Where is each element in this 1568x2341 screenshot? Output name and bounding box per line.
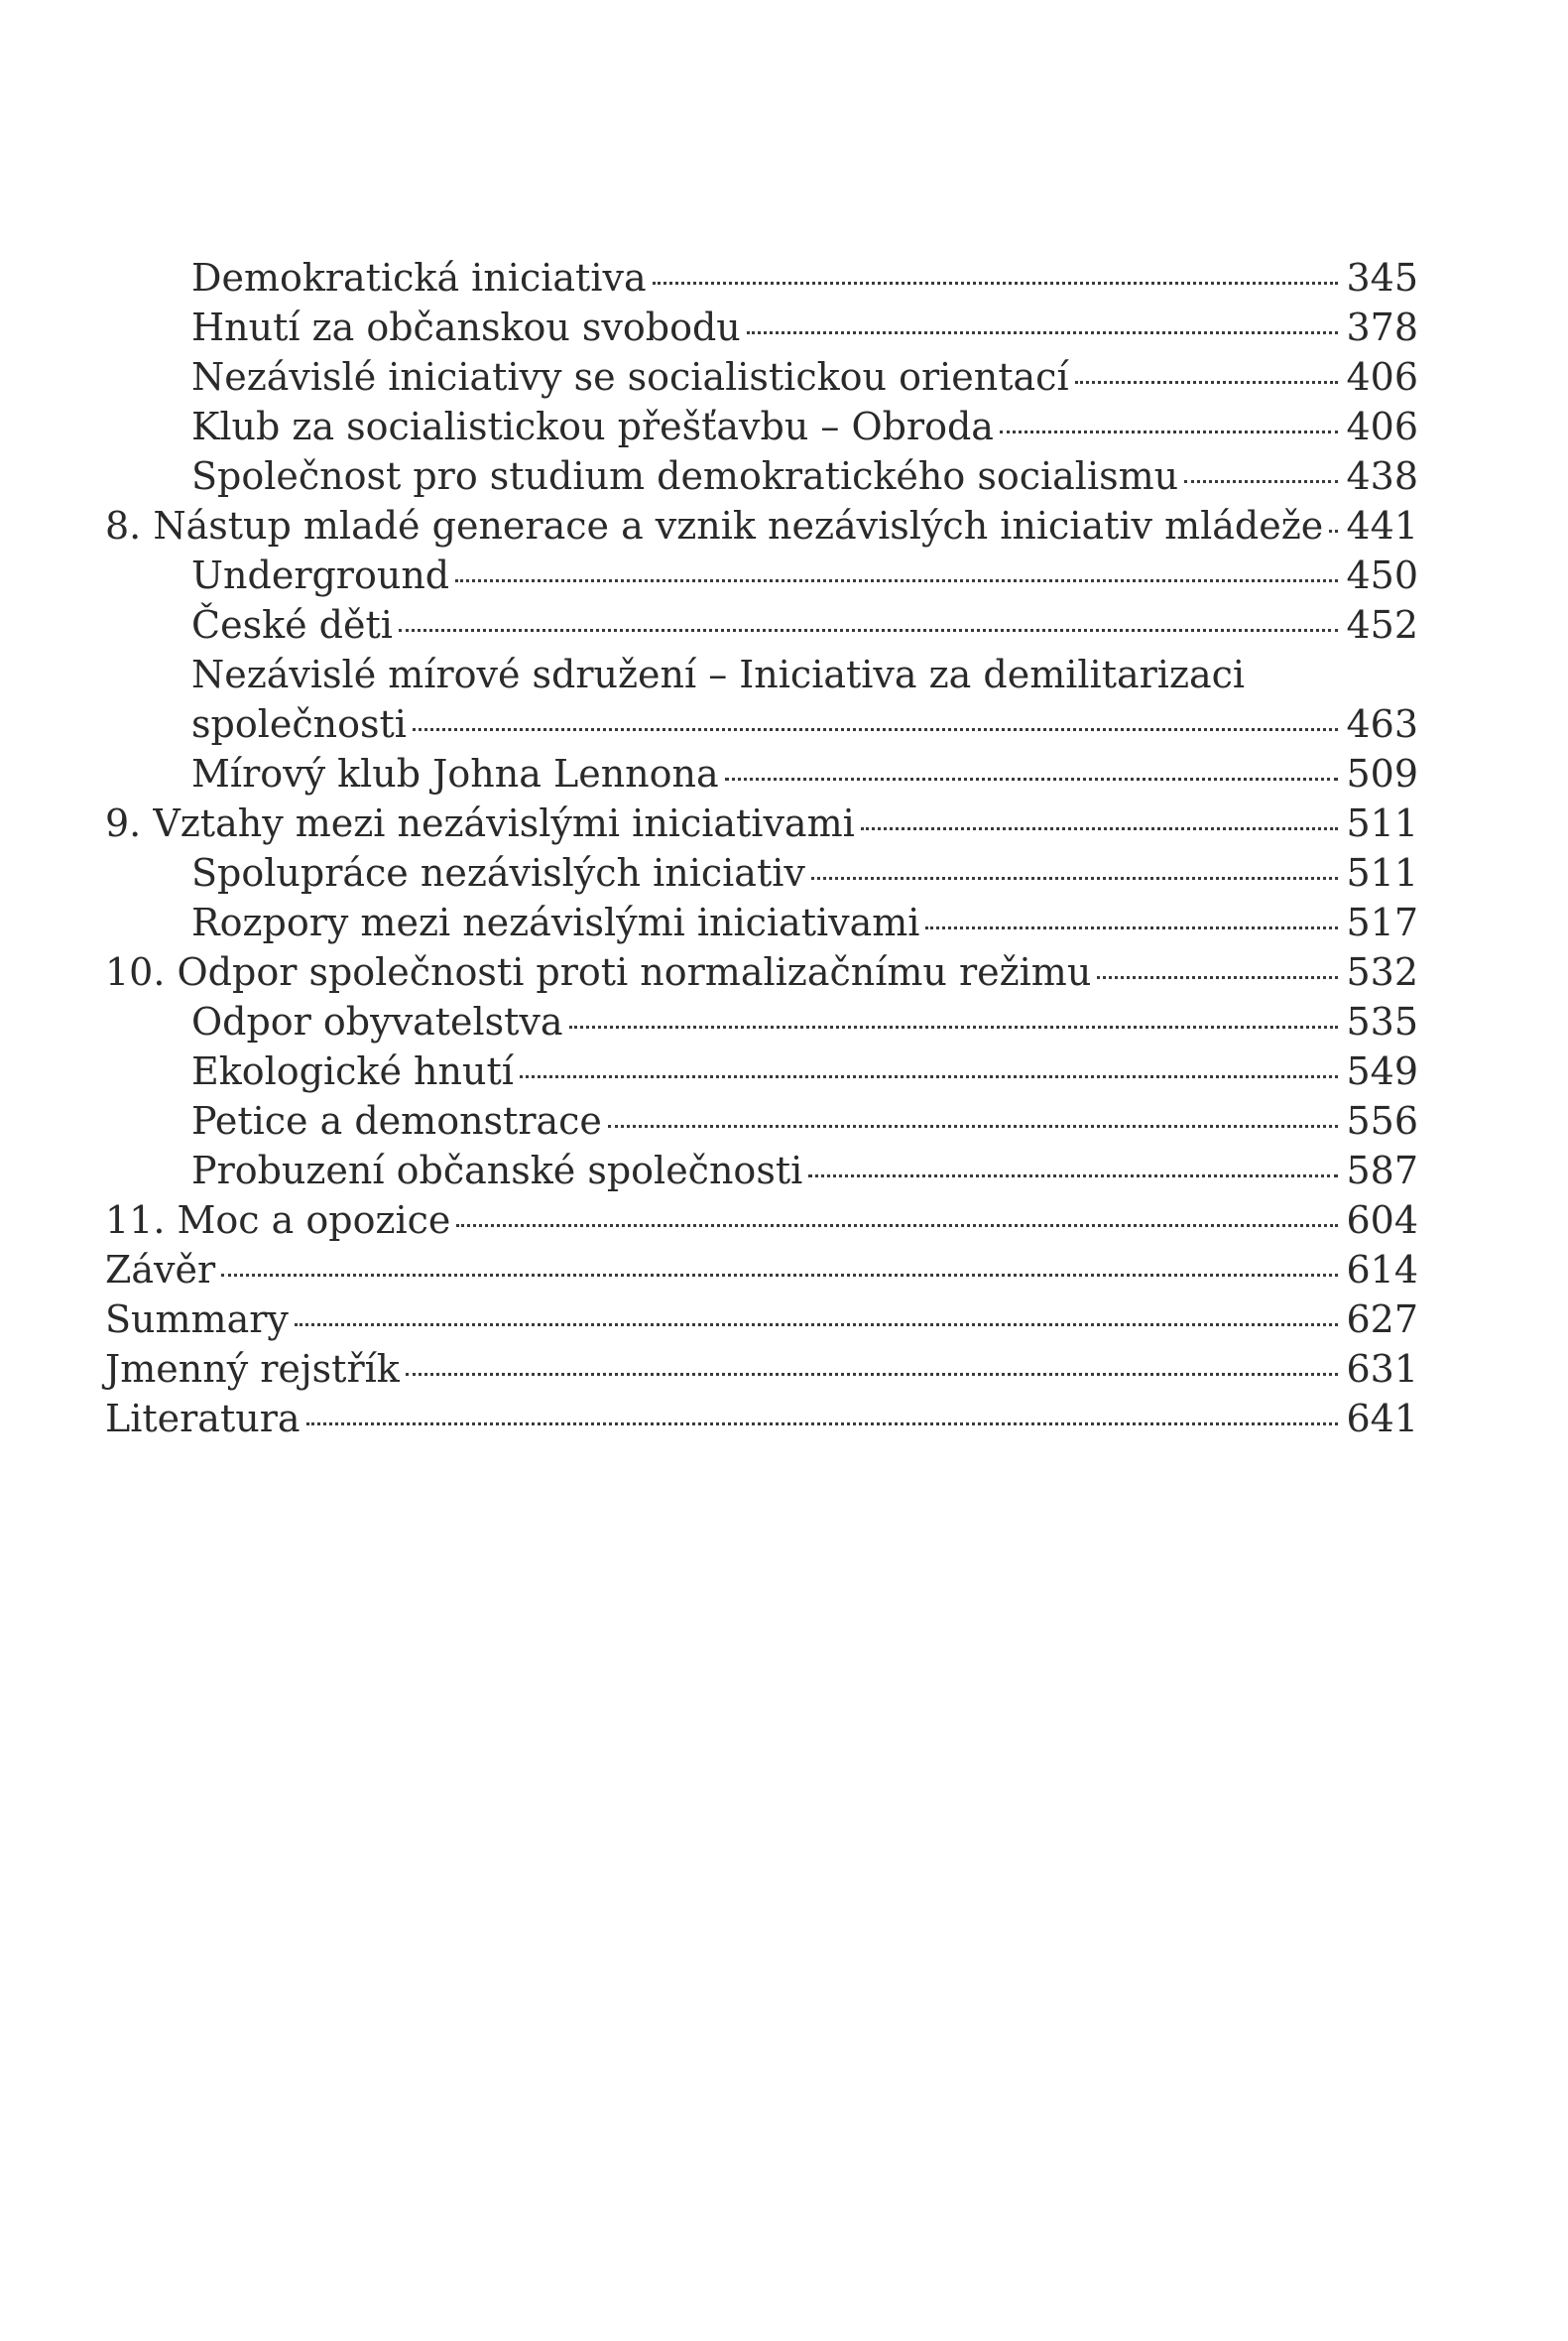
toc-entry-page: 641	[1346, 1397, 1418, 1440]
toc-entry-page: 532	[1346, 950, 1418, 994]
toc-entry	[191, 253, 1418, 303]
toc-chapter	[105, 1245, 1418, 1294]
toc-entry-title: Ekologické hnutí	[191, 1049, 514, 1093]
toc-entry	[191, 402, 1418, 451]
toc-entry-title: Hnutí za občanskou svobodu	[191, 306, 741, 349]
toc-entry	[191, 1146, 1418, 1195]
toc-entry-page: 511	[1346, 851, 1418, 895]
toc-entry-page: 452	[1346, 603, 1418, 647]
toc-entry	[191, 699, 1418, 749]
dot-leader	[1097, 975, 1338, 979]
toc-entry-title: 8. Nástup mladé generace a vznik nezávislých iniciativ mládeže	[105, 504, 1324, 548]
toc-entry	[191, 303, 1418, 352]
toc-entry-page: 614	[1346, 1248, 1418, 1292]
toc-entry-page: 438	[1346, 454, 1418, 498]
toc-chapter	[105, 1195, 1418, 1245]
toc-entry-page: 406	[1346, 405, 1418, 448]
toc-entry-title: Rozpory mezi nezávislými iniciativami	[191, 901, 920, 944]
dot-leader	[295, 1322, 1339, 1326]
dot-leader	[406, 1372, 1339, 1376]
toc-entry-title: Závěr	[105, 1248, 216, 1292]
toc-entry-title: Spolupráce nezávislých iniciativ	[191, 851, 805, 895]
toc-entry-title: Odpor obyvatelstva	[191, 1000, 563, 1044]
toc-entry-title: Nezávislé iniciativy se socialistickou orientací	[191, 355, 1069, 399]
dot-leader	[569, 1025, 1339, 1029]
toc-entry-page: 378	[1346, 306, 1418, 349]
toc-entry-page: 450	[1346, 554, 1418, 597]
toc-entry-page: 535	[1346, 1000, 1418, 1044]
dot-leader	[455, 578, 1338, 582]
toc-entry-page: 556	[1346, 1099, 1418, 1143]
toc-entry-page: 406	[1346, 355, 1418, 399]
dot-leader	[808, 1173, 1338, 1177]
toc-entry-page: 517	[1346, 901, 1418, 944]
dot-leader	[306, 1421, 1339, 1425]
toc-entry-title: Probuzení občanské společnosti	[191, 1149, 803, 1192]
toc-entry-page: 441	[1346, 504, 1418, 548]
toc-entry-page: 509	[1346, 752, 1418, 796]
toc-entry-page: 549	[1346, 1049, 1418, 1093]
toc-entry	[191, 997, 1418, 1047]
toc-chapter	[105, 1294, 1418, 1344]
dot-leader	[221, 1273, 1338, 1277]
toc-entry-title: Petice a demonstrace	[191, 1099, 602, 1143]
dot-leader	[456, 1223, 1338, 1227]
toc-entry-title: Jmenný rejstřík	[105, 1347, 400, 1391]
toc-entry-title: 10. Odpor společnosti proti normalizačnímu režimu	[105, 950, 1092, 994]
toc-entry-title: 11. Moc a opozice	[105, 1198, 451, 1242]
toc-entry-title: Demokratická iniciativa	[191, 256, 647, 300]
dot-leader	[811, 876, 1339, 880]
toc-entry-title: Společnost pro studium demokratického socialismu	[191, 454, 1179, 498]
toc-entry	[191, 1047, 1418, 1096]
toc-chapter	[105, 1344, 1418, 1394]
toc-entry-title: Literatura	[105, 1397, 301, 1440]
toc-entry	[191, 749, 1418, 799]
dot-leader	[1000, 430, 1339, 433]
dot-leader	[413, 727, 1339, 731]
toc-entry	[191, 451, 1418, 501]
toc-chapter	[105, 1394, 1418, 1443]
toc-entry-page: 587	[1346, 1149, 1418, 1192]
toc-entry-title: Summary	[105, 1297, 289, 1341]
dot-leader	[925, 925, 1338, 929]
toc-entry-page: 511	[1346, 801, 1418, 845]
toc-entry-title: Klub za socialistickou přešťavbu – Obroda	[191, 405, 994, 448]
dot-leader	[747, 330, 1339, 334]
dot-leader	[520, 1074, 1339, 1078]
toc-chapter	[105, 799, 1418, 848]
toc-entry	[191, 898, 1418, 947]
toc-entry-title: Nezávislé mírové sdružení – Iniciativa za demilitarizaci	[191, 653, 1246, 696]
toc-entry-page: 463	[1346, 702, 1418, 746]
toc-entry-title: 9. Vztahy mezi nezávislými iniciativami	[105, 801, 855, 845]
toc-chapter	[105, 501, 1418, 551]
toc-entry-title: společnosti	[191, 702, 407, 746]
toc-entry	[191, 650, 1418, 699]
toc-entry-page: 604	[1346, 1198, 1418, 1242]
toc-entry-title: Mírový klub Johna Lennona	[191, 752, 719, 796]
toc-entry	[191, 1096, 1418, 1146]
dot-leader	[1329, 529, 1338, 533]
toc-entry	[191, 848, 1418, 898]
toc-entry	[191, 551, 1418, 600]
dot-leader	[608, 1124, 1339, 1128]
dot-leader	[861, 826, 1339, 830]
dot-leader	[1075, 380, 1339, 384]
toc-entry-title: České děti	[191, 603, 393, 647]
dot-leader	[399, 628, 1339, 632]
toc-entry-page: 631	[1346, 1347, 1418, 1391]
toc-entry-page: 627	[1346, 1297, 1418, 1341]
toc-entry	[191, 352, 1418, 402]
toc-entry-title: Underground	[191, 554, 450, 597]
toc-chapter	[105, 947, 1418, 997]
toc-entry	[191, 600, 1418, 650]
dot-leader	[653, 281, 1339, 285]
dot-leader	[1184, 479, 1338, 483]
dot-leader	[725, 777, 1339, 781]
toc-entry-page: 345	[1346, 256, 1418, 300]
